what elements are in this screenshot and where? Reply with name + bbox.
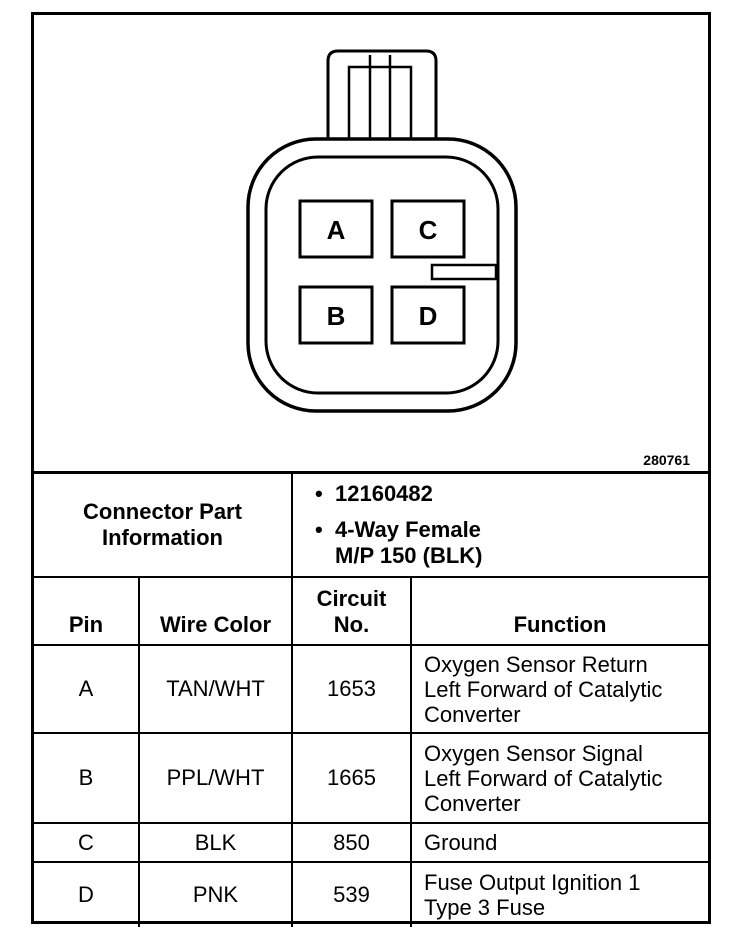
connector-pinout-table bbox=[34, 471, 708, 927]
function-cell bbox=[411, 645, 708, 733]
description-line bbox=[315, 517, 708, 543]
cavity-label-a: A bbox=[326, 215, 346, 245]
part-info-values bbox=[292, 473, 708, 578]
part-number-line bbox=[315, 481, 708, 507]
circuit-cell: 850 bbox=[292, 823, 411, 862]
part-info-label bbox=[34, 473, 292, 578]
header-row bbox=[34, 577, 708, 645]
part-info-label-line2: Information bbox=[102, 525, 223, 550]
cavity-label-d: D bbox=[418, 301, 438, 331]
function-cell bbox=[411, 823, 708, 862]
function-cell bbox=[411, 733, 708, 823]
header-function: Function bbox=[411, 577, 708, 645]
table-row bbox=[34, 823, 708, 862]
part-info-row bbox=[34, 473, 708, 578]
header-wire-color: Wire Color bbox=[139, 577, 292, 645]
circuit-cell: 1665 bbox=[292, 733, 411, 823]
description-line1: 4-Way Female bbox=[335, 517, 481, 542]
function-line: Converter bbox=[424, 701, 521, 727]
bullet-2: • bbox=[315, 517, 323, 542]
wire-color-cell: PNK bbox=[139, 862, 292, 927]
cavity-label-c: C bbox=[418, 215, 438, 245]
part-number: 12160482 bbox=[335, 481, 433, 506]
function-line: Type 3 Fuse bbox=[424, 895, 546, 920]
part-info-label-line1: Connector Part bbox=[83, 499, 242, 524]
table-row bbox=[34, 862, 708, 927]
function-line: Fuse Output Ignition 1 bbox=[424, 870, 641, 895]
wire-color-cell: BLK bbox=[139, 823, 292, 862]
pin-cell: A bbox=[34, 645, 139, 733]
figure-number: 280761 bbox=[643, 452, 690, 468]
pin-cell: D bbox=[34, 862, 139, 927]
circuit-cell: 539 bbox=[292, 862, 411, 927]
connector-face-drawing bbox=[34, 15, 708, 471]
description-line2: M/P 150 (BLK) bbox=[335, 543, 483, 568]
header-circuit bbox=[292, 577, 411, 645]
header-circuit-line2: No. bbox=[333, 612, 370, 637]
header-pin: Pin bbox=[34, 577, 139, 645]
table-row bbox=[34, 733, 708, 823]
function-line: Left Forward of Catalytic bbox=[424, 765, 663, 791]
bullet-1: • bbox=[315, 481, 323, 506]
connector-document-frame bbox=[31, 12, 711, 924]
function-line: Converter bbox=[424, 790, 521, 816]
wire-color-cell: PPL/WHT bbox=[139, 733, 292, 823]
connector-diagram bbox=[34, 15, 708, 471]
function-line: Oxygen Sensor Signal bbox=[424, 740, 643, 766]
header-circuit-line1: Circuit bbox=[316, 586, 387, 611]
pin-cell: B bbox=[34, 733, 139, 823]
table-row bbox=[34, 645, 708, 733]
pin-cell: C bbox=[34, 823, 139, 862]
circuit-cell: 1653 bbox=[292, 645, 411, 733]
wire-color-cell: TAN/WHT bbox=[139, 645, 292, 733]
function-line: Oxygen Sensor Return bbox=[424, 651, 648, 677]
function-line: Left Forward of Catalytic bbox=[424, 676, 663, 702]
function-line: Ground bbox=[424, 830, 498, 855]
cavity-label-b: B bbox=[326, 301, 346, 331]
function-cell bbox=[411, 862, 708, 927]
